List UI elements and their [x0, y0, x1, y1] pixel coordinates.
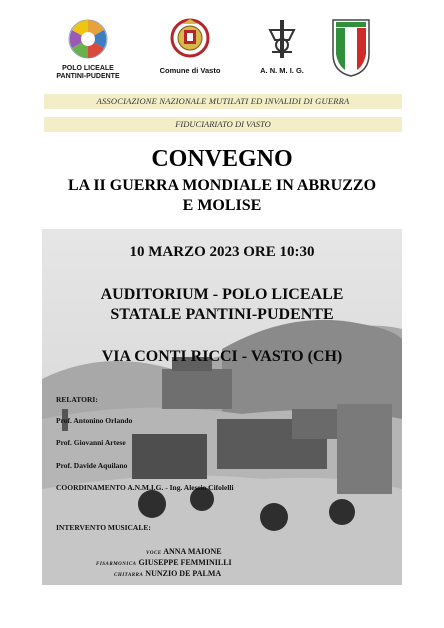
vasto-coat-of-arms-icon [170, 18, 210, 62]
performer-1-name: ANNA MAIONE [163, 547, 222, 556]
musica-heading: INTERVENTO MUSICALE: [56, 523, 151, 532]
venue-line-1: AUDITORIUM - POLO LICEALE [100, 286, 344, 303]
performer-1 [146, 547, 222, 556]
relatori-heading: RELATORI: [56, 395, 98, 404]
venue-line-2: STATALE PANTINI-PUDENTE [110, 306, 334, 323]
anmig-shield-logo [330, 18, 372, 83]
performer-2-name: GIUSEPPE FEMMINILLI [138, 558, 232, 567]
wartime-photo-panel [42, 229, 402, 585]
subtitle-line-2: E MOLISE [182, 197, 262, 214]
performer-2-role: FISARMONICA [96, 562, 137, 567]
speaker-2: Prof. Giovanni Artese [56, 438, 126, 447]
performer-3 [114, 569, 221, 578]
comune-di-vasto-logo [150, 18, 230, 75]
performer-3-name: NUNZIO DE PALMA [145, 569, 222, 578]
anmig-logo [252, 18, 312, 75]
polo-liceale-caption-1: POLO LICEALE [62, 65, 114, 72]
association-banner: ASSOCIAZIONE NAZIONALE MUTILATI ED INVALIDI DI GUERRA [44, 94, 402, 109]
page-title: CONVEGNO [151, 146, 293, 172]
performer-3-role: CHITARRA [114, 573, 144, 578]
performer-1-role: VOCE [146, 551, 162, 556]
comune-caption: Comune di Vasto [159, 66, 221, 75]
speaker-3: Prof. Davide Aquilano [56, 461, 128, 470]
venue-address: VIA CONTI RICCI - VASTO (CH) [101, 348, 343, 365]
anmig-tricolor-shield-icon [331, 18, 371, 78]
logo-row [0, 18, 444, 93]
event-date-time: 10 MARZO 2023 ORE 10:30 [129, 244, 315, 260]
performer-2 [96, 558, 232, 567]
fiduciariato-banner: FIDUCIARIATO DI VASTO [44, 117, 402, 132]
polo-liceale-logo [55, 18, 121, 81]
coordinamento: COORDINAMENTO A.N.M.I.G. - Ing. Alessio Cifolelli [56, 483, 234, 492]
anmig-emblem-icon [267, 18, 297, 62]
polo-liceale-emblem-icon [67, 18, 109, 60]
anmig-caption: A. N. M. I. G. [260, 66, 304, 75]
polo-liceale-caption-2: PANTINI-PUDENTE [56, 73, 120, 80]
subtitle-line-1: LA II GUERRA MONDIALE IN ABRUZZO [67, 177, 377, 194]
speaker-1: Prof. Antonino Orlando [56, 416, 133, 425]
